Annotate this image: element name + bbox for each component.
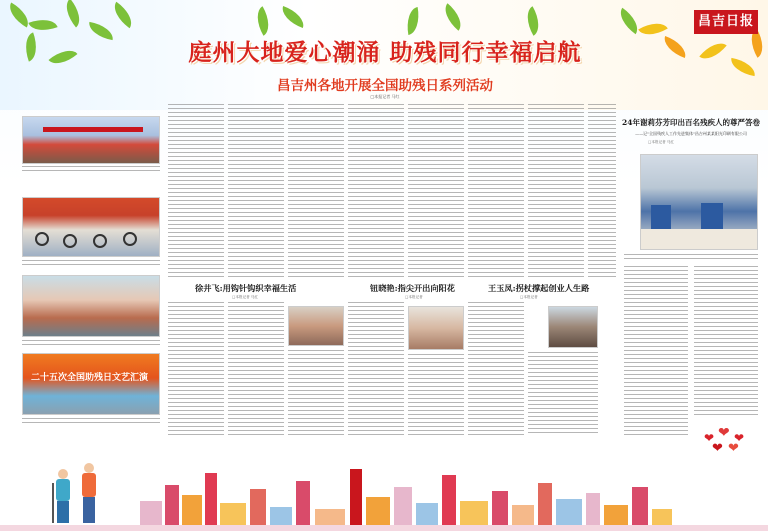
story-byline: □本报记者 (405, 295, 423, 299)
leaf-icon (699, 37, 726, 66)
photo-caption (22, 340, 160, 348)
figure-helper-illustration (78, 463, 100, 525)
photo-business (548, 306, 598, 348)
feature-subtitle: ——记"全国残疾人工作先进集体"昌吉州某某阳光印刷有限公司 (635, 131, 747, 136)
photo-arts-festival (22, 353, 160, 415)
text-column (228, 104, 284, 280)
heart-icon: ❤ (712, 441, 723, 456)
text-column (408, 354, 464, 436)
text-column (348, 104, 404, 280)
leaf-icon (250, 6, 275, 36)
text-column (348, 302, 404, 436)
story-byline: □本报记者 (520, 295, 538, 299)
page-title: 庭州大地爱心潮涌 助残同行幸福启航 (188, 40, 582, 66)
photo-banner-text: 二十五次全国助残日文艺汇演 (31, 373, 149, 383)
lead-byline: □本报记者 马红 (370, 94, 400, 99)
leaf-icon (660, 36, 689, 58)
city-skyline (0, 440, 768, 531)
text-column (588, 104, 616, 280)
text-column (168, 302, 224, 436)
leaf-icon (108, 2, 137, 28)
heart-icon: ❤ (704, 431, 715, 445)
leaf-icon (439, 3, 468, 30)
text-column (288, 104, 344, 280)
photo-caption (22, 418, 160, 426)
text-column (624, 266, 688, 436)
photo-craft (408, 306, 464, 350)
text-column (168, 104, 224, 280)
photo-wheelchair-donation (22, 197, 160, 257)
feature-headline: 24年谢莉芬芳印出百名残疾人的尊严答卷 (622, 118, 760, 127)
leaf-icon (20, 32, 42, 61)
heart-icon: ❤ (718, 425, 730, 441)
photo-community-service (22, 275, 160, 337)
heart-icon: ❤ (728, 441, 739, 456)
text-column (468, 302, 524, 436)
photo-printing-workshop (640, 154, 758, 250)
photo-crochet (288, 306, 344, 346)
leaf-icon (404, 7, 422, 35)
text-column (528, 104, 584, 280)
leaf-icon (278, 6, 307, 28)
masthead-logo: 昌吉日报 (694, 10, 758, 34)
story-byline: □本报记者 马红 (232, 295, 259, 299)
photo-caption (22, 260, 160, 268)
text-column (228, 302, 284, 436)
text-column (408, 104, 464, 280)
leaf-icon (49, 43, 78, 70)
photo-stage-performance (22, 116, 160, 164)
text-column (288, 350, 344, 436)
photo-caption (22, 166, 160, 174)
story-headline: 王玉凤:拐杖撑起创业人生路 (488, 283, 590, 293)
text-column (528, 352, 598, 436)
story-headline: 钮晓艳:指尖开出向阳花 (370, 283, 455, 293)
leaf-icon (520, 6, 545, 36)
story-headline: 徐井飞:用钩针钩织幸福生活 (195, 283, 297, 293)
leaf-icon (729, 58, 757, 76)
text-column (468, 104, 524, 280)
page-subtitle: 昌吉州各地开展全国助残日系列活动 (277, 78, 493, 94)
leaf-icon (87, 22, 115, 40)
photo-caption (624, 254, 758, 262)
text-column (694, 266, 758, 416)
leaf-icon (638, 16, 668, 41)
heart-icon: ❤ (734, 431, 745, 445)
feature-byline: □本报记者 马红 (648, 140, 675, 144)
leaf-icon (59, 0, 86, 27)
figure-crutches-illustration (52, 469, 74, 525)
